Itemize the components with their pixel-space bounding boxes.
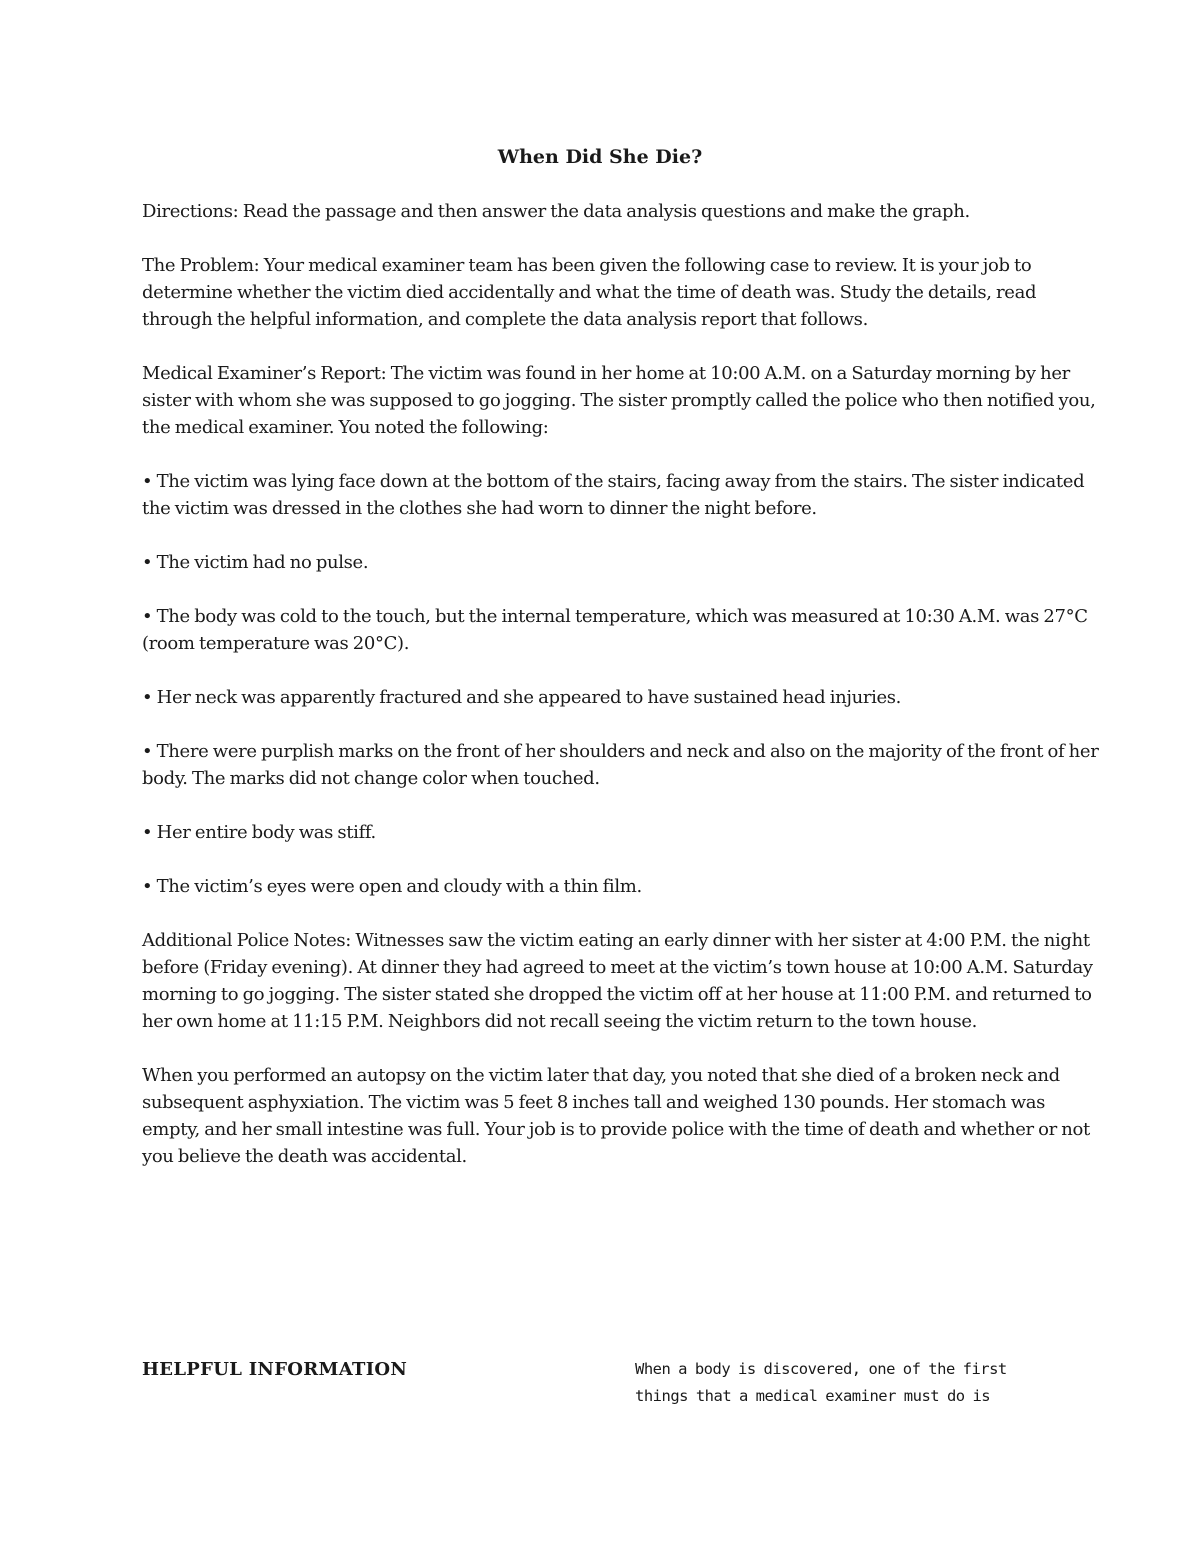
directions-paragraph: Directions: Read the passage and then answer the data analysis questions and make the graph. [142, 201, 970, 222]
finding-item: • Her neck was apparently fractured and she appeared to have sustained head injuries. [142, 684, 1102, 711]
finding-item: • Her entire body was stiff. [142, 819, 1102, 846]
autopsy-paragraph: When you performed an autopsy on the victim later that day, you noted that she died of a broken neck and subsequent asphyxiation. The victim was 5 feet 8 inches tall and weighed 130 pounds. Her stomach was empty, and her small intestine was full. Your job is to provide police with the time of death and whether or not you believe the death was accidental. [142, 1065, 1090, 1167]
helpful-information-heading: HELPFUL INFORMATION [142, 1359, 408, 1380]
finding-item: • There were purplish marks on the front of her shoulders and neck and also on the majority of the front of her body. The marks did not change color when touched. [142, 738, 1102, 792]
examiner-report-paragraph: Medical Examiner’s Report: The victim was found in her home at 10:00 A.M. on a Saturday morning by her sister with whom she was supposed to go jogging. The sister promptly called the police who then notified you, the medical examiner. You noted the following: [142, 363, 1096, 438]
police-notes-paragraph: Additional Police Notes: Witnesses saw the victim eating an early dinner with her sister at 4:00 P.M. the night before (Friday evening). At dinner they had agreed to meet at the victim’s town house at 10:00 A.M. Saturday morning to go jogging. The sister stated she dropped the victim off at her house at 11:00 P.M. and returned to her own home at 11:15 P.M. Neighbors did not recall seeing the victim return to the town house. [142, 930, 1093, 1032]
finding-item: • The victim had no pulse. [142, 549, 1102, 576]
document-body [142, 198, 1102, 1197]
helpful-information-text: When a body is discovered, one of the first things that a medical examiner must do is [635, 1360, 1007, 1405]
finding-item: • The victim’s eyes were open and cloudy with a thin film. [142, 873, 1102, 900]
page-title: When Did She Die? [497, 146, 703, 168]
finding-item: • The victim was lying face down at the bottom of the stairs, facing away from the stairs. The sister indicated the victim was dressed in the clothes she had worn to dinner the night before. [142, 468, 1102, 522]
problem-paragraph: The Problem: Your medical examiner team has been given the following case to review. It is your job to determine whether the victim died accidentally and what the time of death was. Study the details, read through the helpful information, and complete the data analysis report that follows. [142, 255, 1037, 330]
finding-item: • The body was cold to the touch, but the internal temperature, which was measured at 10:30 A.M. was 27°C (room temperature was 20°C). [142, 603, 1102, 657]
